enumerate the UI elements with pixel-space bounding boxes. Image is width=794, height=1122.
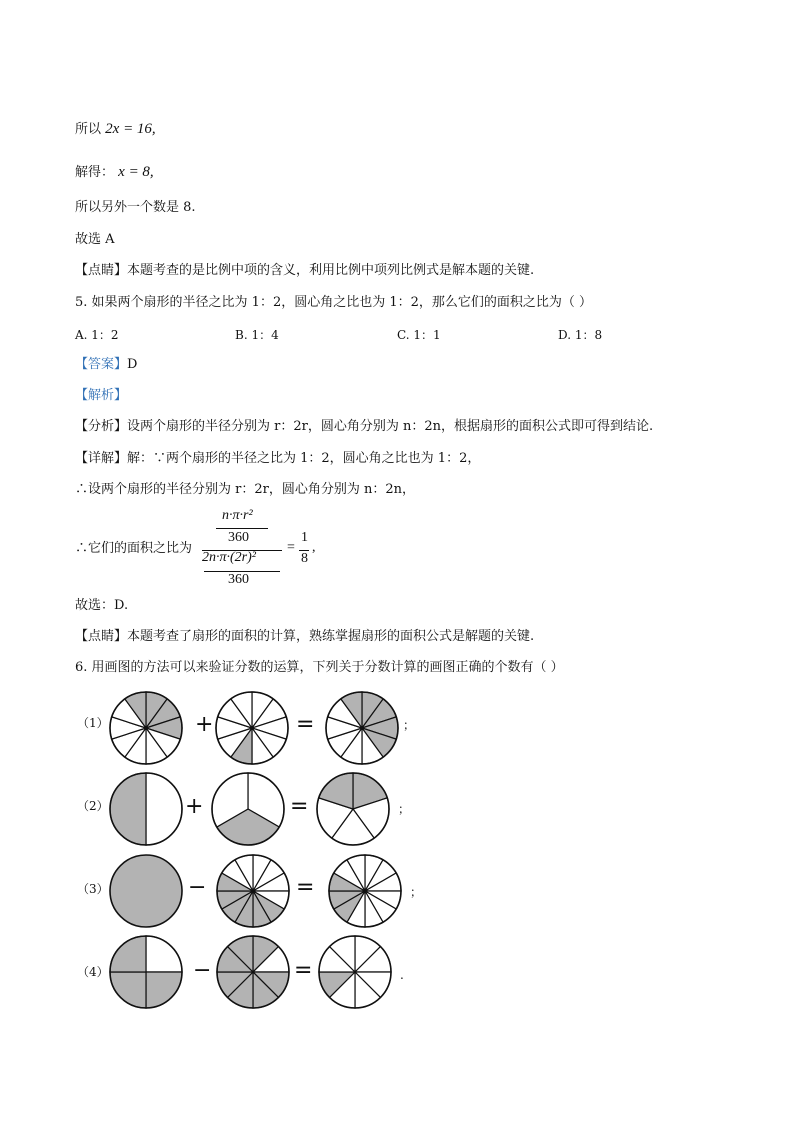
fenxi-line: 【分析】设两个扇形的半径分别为 r：2r，圆心角分别为 n：2n，根据扇形的面积公式即可得到结论.: [75, 419, 654, 434]
result-comma: ,: [312, 540, 316, 555]
option-c: C. 1：1: [397, 328, 441, 342]
pie-sector: [110, 773, 146, 845]
plus-sign-1: +: [195, 712, 214, 737]
result-numerator: 1: [301, 530, 308, 545]
frac-bottom-denominator: 360: [228, 572, 249, 587]
fraction-circle-4b: [215, 934, 291, 1010]
diagram-label-1: （1）: [77, 716, 109, 730]
plus-sign-2: +: [185, 794, 204, 819]
equals-sign-2: =: [290, 794, 309, 819]
pie-sector: [146, 773, 182, 845]
result-denominator: 8: [301, 551, 308, 566]
minus-sign-4: −: [193, 958, 212, 983]
frac-top-denominator: 360: [228, 530, 249, 545]
answer-line: [75, 356, 137, 374]
solution-line-2: 解得： x = 8,: [75, 164, 154, 180]
fraction-circle-1a: [108, 690, 184, 766]
answer-value: D: [127, 357, 138, 372]
area-ratio-formula: [200, 505, 330, 590]
equals-sign-4: =: [294, 958, 313, 983]
minus-sign-3: −: [188, 875, 207, 900]
xiangjie-line: 【详解】解：∵两个扇形的半径之比为 1：2，圆心角之比也为 1：2，: [75, 451, 481, 466]
choose-a-line: 故选 A: [75, 232, 115, 247]
fraction-circle-4a: [108, 934, 184, 1010]
option-a: A. 1：2: [75, 328, 119, 342]
fraction-circle-3a: [108, 853, 184, 929]
fraction-circle-1c: [324, 690, 400, 766]
question-6: 6. 用画图的方法可以来验证分数的运算，下列关于分数计算的画图正确的个数有（ ）: [75, 660, 564, 675]
diagram-label-3: （3）: [77, 882, 109, 896]
fraction-circle-2b: [210, 771, 286, 847]
equals-sign-3: =: [296, 875, 315, 900]
answer-label: 【答案】: [75, 357, 128, 372]
diagram-end-2: ；: [398, 802, 411, 816]
option-d: D. 1：8: [558, 328, 603, 342]
dianjing-note-1: 【点睛】本题考查的是比例中项的含义，利用比例中项列比例式是解本题的关键.: [75, 263, 535, 278]
frac-equals: =: [287, 540, 295, 555]
fraction-circle-1b: [214, 690, 290, 766]
dianjing-note-2: 【点睛】本题考查了扇形的面积的计算，熟练掌握扇形的面积公式是解题的关键.: [75, 629, 535, 644]
diagram-end-1: ；: [403, 718, 416, 732]
guxuan-line: 故选：D.: [75, 598, 129, 613]
fraction-circle-4c: [317, 934, 393, 1010]
diagram-label-4: （4）: [77, 965, 109, 979]
diagram-end-3: ；: [410, 885, 423, 899]
frac-top-numerator: n·π·r²: [222, 508, 253, 523]
diagram-end-4: .: [400, 968, 404, 982]
equation-x-8: x = 8,: [118, 164, 154, 180]
solution-line-3: 所以另外一个数是 8.: [75, 200, 196, 215]
analysis-label: 【解析】: [75, 388, 128, 403]
frac-top-bar: [216, 528, 268, 529]
solution-line-1: 所以 2x = 16,: [75, 121, 156, 137]
equation-2x-16: 2x = 16,: [105, 121, 156, 137]
diagram-label-2: （2）: [77, 799, 109, 813]
frac-bottom-numerator: 2n·π·(2r)²: [202, 550, 256, 565]
pie-sector: [110, 855, 182, 927]
fraction-circle-3c: [327, 853, 403, 929]
fraction-circle-2a: [108, 771, 184, 847]
fraction-circle-3b: [215, 853, 291, 929]
option-b: B. 1：4: [235, 328, 279, 342]
question-5: 5. 如果两个扇形的半径之比为 1：2，圆心角之比也为 1：2，那么它们的面积之比为（ ）: [75, 295, 593, 310]
therefore-line-2: ∴它们的面积之比为: [75, 541, 193, 556]
equals-sign-1: =: [296, 712, 315, 737]
fraction-circle-2c: [315, 771, 391, 847]
therefore-line-1: ∴设两个扇形的半径分别为 r：2r，圆心角分别为 n：2n，: [75, 482, 415, 497]
